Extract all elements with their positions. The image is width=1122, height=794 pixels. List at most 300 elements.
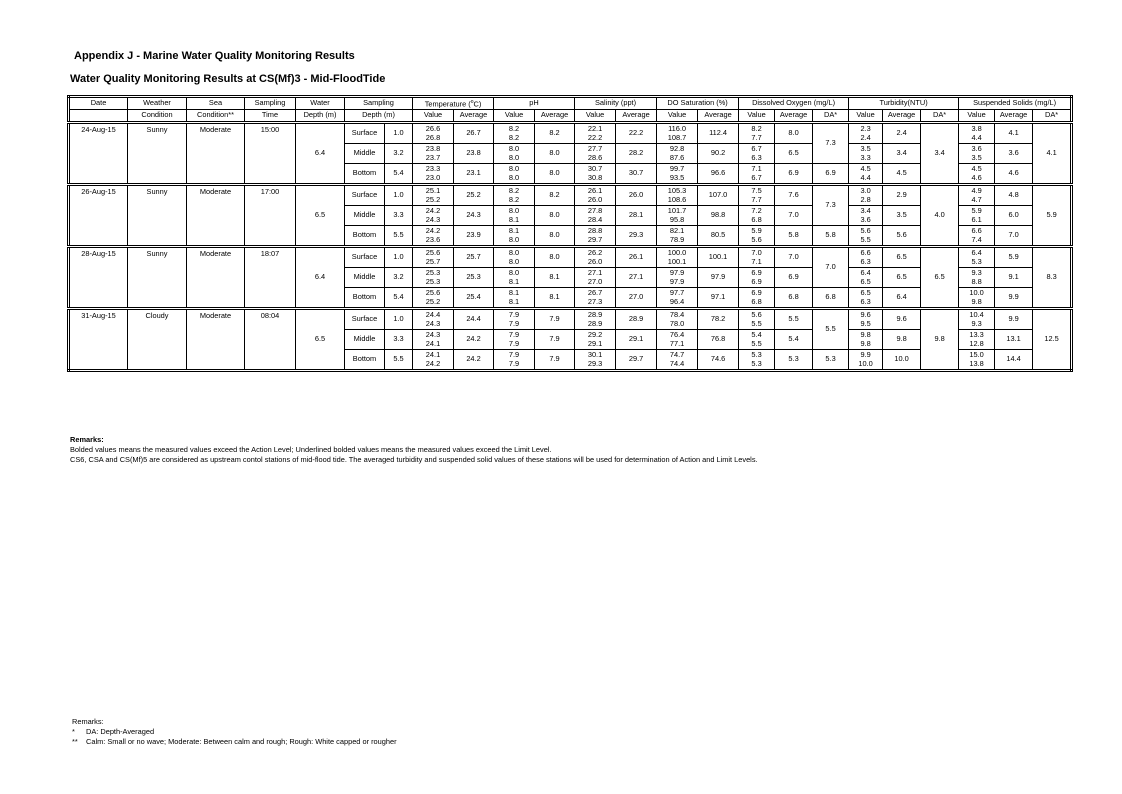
sampling-time-cell: 18:07 [245, 247, 296, 309]
turbidity-average: 9.6 [883, 309, 921, 330]
suspended-solids-average: 13.1 [995, 330, 1033, 350]
subheader-water-depth: Depth (m) [296, 110, 345, 123]
header-ph: pH [494, 97, 575, 110]
ph-value-reading: 8.0 [508, 248, 520, 258]
salinity-value-reading: 30.7 [587, 164, 603, 174]
temp-value-reading: 23.7 [425, 152, 441, 162]
subheader-sea: Condition** [187, 110, 245, 123]
suspended-solids-average: 4.8 [995, 185, 1033, 206]
turbidity-da: 3.4 [921, 123, 959, 185]
temp-average: 24.3 [454, 206, 494, 226]
dissolved-oxygen-value [739, 206, 775, 226]
temp-value [413, 206, 454, 226]
salinity-value [575, 247, 616, 268]
station-title: Water Quality Monitoring Results at CS(Mf)3 - Mid-FloodTide [70, 73, 386, 85]
do-saturation-value [657, 144, 698, 164]
dissolved-oxygen-average: 8.0 [775, 123, 813, 144]
temp-average: 23.1 [454, 164, 494, 185]
dissolved-oxygen-average: 6.9 [775, 268, 813, 288]
temp-average: 24.4 [454, 309, 494, 330]
depth-cell: 1.0 [385, 247, 413, 268]
turbidity-value [849, 247, 883, 268]
temp-average: 23.8 [454, 144, 494, 164]
dissolved-oxygen-value-reading: 6.8 [751, 214, 762, 224]
turbidity-average: 3.5 [883, 206, 921, 226]
dissolved-oxygen-value [739, 185, 775, 206]
do-saturation-value-reading: 97.9 [669, 268, 685, 278]
temp-value-reading: 25.3 [425, 276, 441, 286]
turbidity-value-reading: 2.8 [860, 194, 871, 204]
subheader-time: Time [245, 110, 296, 123]
dissolved-oxygen-average: 5.4 [775, 330, 813, 350]
temp-value [413, 350, 454, 371]
water-quality-table [67, 95, 1073, 372]
water-depth-cell: 6.4 [296, 123, 345, 185]
date-group [69, 185, 1072, 247]
temp-value-reading: 24.2 [425, 206, 441, 216]
do-saturation-average: 80.5 [698, 226, 739, 247]
temp-average: 24.2 [454, 350, 494, 371]
suspended-solids-value-reading: 3.8 [971, 124, 982, 134]
turbidity-average: 9.8 [883, 330, 921, 350]
do-saturation-value-reading: 97.7 [669, 288, 685, 298]
suspended-solids-value [959, 185, 995, 206]
table-row [69, 247, 1072, 268]
turbidity-value-reading: 10.0 [858, 358, 873, 368]
suspended-solids-value-reading: 4.4 [971, 132, 982, 142]
subheader-turb-da: DA* [921, 110, 959, 123]
temp-value-reading: 23.6 [425, 234, 441, 244]
level-cell: Bottom [345, 164, 385, 185]
dissolved-oxygen-value-reading: 7.2 [751, 206, 762, 216]
footnotes-block [72, 717, 397, 746]
subheader-ss-average: Average [995, 110, 1033, 123]
ph-average: 8.2 [535, 185, 575, 206]
turbidity-value [849, 144, 883, 164]
ph-average: 8.0 [535, 226, 575, 247]
do-saturation-value-reading: 78.4 [669, 310, 685, 320]
salinity-value-reading: 26.1 [587, 186, 603, 196]
ph-value-reading: 8.0 [508, 234, 520, 244]
ph-value-reading: 8.1 [508, 276, 520, 286]
turbidity-value [849, 350, 883, 371]
salinity-average: 28.2 [616, 144, 657, 164]
temp-value-reading: 25.6 [425, 288, 441, 298]
turbidity-average: 2.9 [883, 185, 921, 206]
turbidity-value [849, 268, 883, 288]
sampling-time-cell: 08:04 [245, 309, 296, 371]
salinity-value-reading: 27.7 [587, 144, 603, 154]
appendix-title: Appendix J - Marine Water Quality Monitoring Results [74, 50, 355, 62]
header-dissolved-oxygen: Dissolved Oxygen (mg/L) [739, 97, 849, 110]
suspended-solids-value-reading: 4.9 [971, 186, 982, 196]
suspended-solids-value-reading: 5.9 [971, 206, 982, 216]
dissolved-oxygen-value [739, 123, 775, 144]
salinity-value-reading: 27.8 [587, 206, 603, 216]
dissolved-oxygen-average: 7.6 [775, 185, 813, 206]
dissolved-oxygen-average: 7.0 [775, 247, 813, 268]
ph-value-reading: 8.1 [508, 214, 520, 224]
dissolved-oxygen-value-reading: 6.3 [751, 152, 762, 162]
water-depth-cell: 6.4 [296, 247, 345, 309]
header-weather: Weather [128, 97, 187, 110]
turbidity-value-reading: 2.4 [860, 132, 871, 142]
dissolved-oxygen-average: 5.3 [775, 350, 813, 371]
dissolved-oxygen-average: 5.5 [775, 309, 813, 330]
dissolved-oxygen-value-reading: 6.7 [751, 144, 762, 154]
salinity-value-reading: 26.2 [587, 248, 603, 258]
temp-value-reading: 25.7 [425, 256, 441, 266]
do-saturation-value-reading: 116.0 [668, 124, 687, 134]
do-saturation-value-reading: 99.7 [669, 164, 685, 174]
turbidity-value-reading: 2.3 [860, 124, 871, 134]
suspended-solids-average: 7.0 [995, 226, 1033, 247]
temp-value [413, 268, 454, 288]
dissolved-oxygen-value [739, 164, 775, 185]
suspended-solids-average: 5.9 [995, 247, 1033, 268]
temp-value [413, 144, 454, 164]
dissolved-oxygen-bottom-da: 6.9 [813, 164, 849, 185]
ph-average: 7.9 [535, 330, 575, 350]
dissolved-oxygen-average: 6.5 [775, 144, 813, 164]
dissolved-oxygen-value-reading: 7.0 [751, 248, 762, 258]
sea-condition-cell: Moderate [187, 309, 245, 371]
level-cell: Middle [345, 206, 385, 226]
salinity-average: 27.1 [616, 268, 657, 288]
dissolved-oxygen-value-reading: 5.4 [751, 330, 762, 340]
suspended-solids-average: 9.9 [995, 288, 1033, 309]
header-turbidity: Turbidity(NTU) [849, 97, 959, 110]
suspended-solids-da: 8.3 [1033, 247, 1072, 309]
dissolved-oxygen-value-reading: 5.3 [751, 358, 762, 368]
temp-value [413, 226, 454, 247]
dissolved-oxygen-value [739, 268, 775, 288]
salinity-average: 29.3 [616, 226, 657, 247]
dissolved-oxygen-average: 7.0 [775, 206, 813, 226]
salinity-value-reading: 27.3 [587, 296, 603, 306]
suspended-solids-average: 4.6 [995, 164, 1033, 185]
temp-value-reading: 23.3 [425, 164, 441, 174]
turbidity-value-reading: 3.4 [860, 206, 871, 216]
header-suspended-solids: Suspended Solids (mg/L) [959, 97, 1072, 110]
suspended-solids-value [959, 350, 995, 371]
dissolved-oxygen-value-reading: 6.9 [751, 288, 762, 298]
table-row [69, 309, 1072, 330]
temp-value-reading: 24.3 [425, 318, 441, 328]
dissolved-oxygen-da: 7.3 [813, 185, 849, 226]
weather-cell: Sunny [128, 247, 187, 309]
salinity-value [575, 350, 616, 371]
ph-value-reading: 8.0 [508, 206, 520, 216]
subheader-weather: Condition [128, 110, 187, 123]
salinity-value-reading: 28.4 [587, 214, 603, 224]
ph-value-reading: 8.2 [508, 132, 520, 142]
do-saturation-average: 97.9 [698, 268, 739, 288]
temp-average: 25.4 [454, 288, 494, 309]
suspended-solids-value-reading: 9.8 [971, 296, 982, 306]
do-saturation-value-reading: 97.9 [669, 276, 685, 286]
ph-average: 8.1 [535, 268, 575, 288]
suspended-solids-value [959, 164, 995, 185]
dissolved-oxygen-bottom-da: 6.8 [813, 288, 849, 309]
salinity-average: 29.1 [616, 330, 657, 350]
depth-cell: 3.3 [385, 206, 413, 226]
ph-average: 8.1 [535, 288, 575, 309]
salinity-value-reading: 28.8 [587, 226, 603, 236]
ph-value-reading: 8.1 [508, 226, 520, 236]
temp-value-reading: 23.8 [425, 144, 441, 154]
ph-value-reading: 7.9 [508, 318, 520, 328]
header-date: Date [69, 97, 128, 110]
temp-average: 23.9 [454, 226, 494, 247]
turbidity-value-reading: 6.3 [860, 256, 871, 266]
depth-cell: 3.2 [385, 144, 413, 164]
turbidity-average: 4.5 [883, 164, 921, 185]
temp-average: 25.3 [454, 268, 494, 288]
salinity-value-reading: 29.3 [587, 358, 603, 368]
turbidity-value-reading: 9.5 [860, 318, 871, 328]
turbidity-value [849, 185, 883, 206]
salinity-value-reading: 28.9 [587, 310, 603, 320]
salinity-value-reading: 29.1 [587, 338, 603, 348]
ph-average: 7.9 [535, 350, 575, 371]
ph-value [494, 330, 535, 350]
date-group [69, 309, 1072, 371]
salinity-value-reading: 22.1 [587, 124, 603, 134]
do-saturation-value-reading: 108.7 [667, 132, 687, 142]
ph-value-reading: 8.2 [508, 186, 520, 196]
turbidity-value-reading: 4.4 [860, 172, 871, 182]
ph-value-reading: 7.9 [508, 358, 520, 368]
level-cell: Surface [345, 247, 385, 268]
salinity-value [575, 309, 616, 330]
suspended-solids-value-reading: 9.3 [971, 268, 982, 278]
dissolved-oxygen-value-reading: 6.9 [751, 276, 762, 286]
ph-average: 8.0 [535, 144, 575, 164]
suspended-solids-da: 5.9 [1033, 185, 1072, 247]
depth-cell: 1.0 [385, 123, 413, 144]
level-cell: Surface [345, 123, 385, 144]
level-cell: Bottom [345, 350, 385, 371]
salinity-average: 26.1 [616, 247, 657, 268]
depth-cell: 5.4 [385, 288, 413, 309]
subheader-dos-value: Value [657, 110, 698, 123]
dissolved-oxygen-value-reading: 7.7 [751, 132, 762, 142]
ph-value-reading: 8.1 [508, 288, 520, 298]
turbidity-value-reading: 6.6 [860, 248, 871, 258]
water-depth-cell: 6.5 [296, 309, 345, 371]
sea-condition-cell: Moderate [187, 123, 245, 185]
turbidity-value [849, 123, 883, 144]
turbidity-value-reading: 3.3 [860, 152, 871, 162]
dissolved-oxygen-value [739, 330, 775, 350]
turbidity-value-reading: 9.8 [860, 330, 871, 340]
salinity-average: 27.0 [616, 288, 657, 309]
salinity-value [575, 206, 616, 226]
sea-condition-cell: Moderate [187, 185, 245, 247]
ph-value [494, 350, 535, 371]
turbidity-average: 5.6 [883, 226, 921, 247]
header-sea: Sea [187, 97, 245, 110]
subheader-sal-value: Value [575, 110, 616, 123]
turbidity-value-reading: 6.5 [860, 288, 871, 298]
level-cell: Bottom [345, 226, 385, 247]
temp-value-reading: 25.2 [425, 194, 441, 204]
do-saturation-average: 78.2 [698, 309, 739, 330]
do-saturation-value-reading: 96.4 [669, 296, 685, 306]
subheader-temp-average: Average [454, 110, 494, 123]
do-saturation-value [657, 164, 698, 185]
do-saturation-average: 98.8 [698, 206, 739, 226]
turbidity-value [849, 206, 883, 226]
temp-value-reading: 24.4 [425, 310, 441, 320]
do-saturation-value-reading: 95.8 [669, 214, 685, 224]
ph-value [494, 309, 535, 330]
do-saturation-value-reading: 92.8 [669, 144, 685, 154]
salinity-average: 26.0 [616, 185, 657, 206]
turbidity-average: 2.4 [883, 123, 921, 144]
dissolved-oxygen-average: 6.8 [775, 288, 813, 309]
temp-value-reading: 24.1 [425, 338, 441, 348]
do-saturation-value-reading: 100.1 [667, 256, 687, 266]
turbidity-average: 6.5 [883, 247, 921, 268]
salinity-value-reading: 26.0 [587, 194, 603, 204]
do-saturation-value-reading: 105.3 [667, 186, 687, 196]
do-saturation-value [657, 185, 698, 206]
do-saturation-value-reading: 74.4 [669, 358, 685, 368]
ph-value [494, 123, 535, 144]
ph-value-reading: 8.0 [508, 152, 520, 162]
salinity-value [575, 144, 616, 164]
depth-cell: 3.3 [385, 330, 413, 350]
dissolved-oxygen-value-reading: 6.9 [751, 268, 762, 278]
subheader-do-da: DA* [813, 110, 849, 123]
water-depth-cell: 6.5 [296, 185, 345, 247]
temp-value-reading: 25.6 [425, 248, 441, 258]
do-saturation-value [657, 268, 698, 288]
temp-average: 26.7 [454, 123, 494, 144]
dissolved-oxygen-value-reading: 7.1 [751, 256, 762, 266]
dissolved-oxygen-value-reading: 5.5 [751, 318, 762, 328]
suspended-solids-value-reading: 13.8 [969, 358, 984, 368]
salinity-average: 28.1 [616, 206, 657, 226]
temp-value-reading: 24.3 [425, 330, 441, 340]
dissolved-oxygen-da: 7.3 [813, 123, 849, 164]
header-temperature: Temperature ($^o$C) [413, 97, 494, 110]
dissolved-oxygen-value-reading: 7.5 [751, 186, 762, 196]
dissolved-oxygen-bottom-da: 5.3 [813, 350, 849, 371]
ph-value-reading: 8.0 [508, 172, 520, 182]
depth-cell: 1.0 [385, 185, 413, 206]
suspended-solids-value [959, 206, 995, 226]
dissolved-oxygen-value-reading: 7.7 [751, 194, 762, 204]
salinity-average: 28.9 [616, 309, 657, 330]
salinity-value-reading: 28.6 [587, 152, 603, 162]
footnote-symbol: ** [72, 736, 78, 746]
turbidity-average: 6.4 [883, 288, 921, 309]
header-salinity: Salinity (ppt) [575, 97, 657, 110]
suspended-solids-value-reading: 12.8 [969, 338, 984, 348]
depth-cell: 5.5 [385, 226, 413, 247]
suspended-solids-value [959, 247, 995, 268]
turbidity-da: 9.8 [921, 309, 959, 371]
ph-value [494, 268, 535, 288]
do-saturation-value [657, 288, 698, 309]
ph-value [494, 144, 535, 164]
do-saturation-value-reading: 77.1 [669, 338, 685, 348]
depth-cell: 1.0 [385, 309, 413, 330]
temp-value-reading: 24.1 [425, 350, 441, 360]
do-saturation-value-reading: 101.7 [667, 206, 687, 216]
suspended-solids-value-reading: 10.4 [969, 310, 984, 320]
salinity-value-reading: 27.0 [587, 276, 603, 286]
ph-value-reading: 7.9 [508, 350, 520, 360]
sampling-time-cell: 15:00 [245, 123, 296, 185]
suspended-solids-average: 6.0 [995, 206, 1033, 226]
subheader-temp-value: Value [413, 110, 454, 123]
salinity-value-reading: 29.7 [587, 234, 603, 244]
ph-value-reading: 7.9 [508, 338, 520, 348]
table-row [69, 123, 1072, 144]
subheader-date [69, 110, 128, 123]
suspended-solids-value-reading: 9.3 [971, 318, 982, 328]
remarks-title: Remarks: [70, 435, 104, 444]
dissolved-oxygen-value-reading: 5.3 [751, 350, 762, 360]
turbidity-da: 4.0 [921, 185, 959, 247]
ph-value-reading: 8.2 [508, 124, 520, 134]
suspended-solids-value [959, 144, 995, 164]
do-saturation-value-reading: 108.6 [667, 194, 687, 204]
header-row-1 [69, 97, 1072, 110]
salinity-value [575, 268, 616, 288]
ph-average: 8.2 [535, 123, 575, 144]
do-saturation-value-reading: 74.7 [669, 350, 685, 360]
temp-value [413, 123, 454, 144]
date-cell: 28-Aug-15 [69, 247, 128, 309]
footnote-da [72, 727, 397, 737]
suspended-solids-value-reading: 3.6 [971, 144, 982, 154]
temp-value-reading: 24.2 [425, 358, 441, 368]
suspended-solids-value [959, 123, 995, 144]
suspended-solids-da: 4.1 [1033, 123, 1072, 185]
salinity-value [575, 185, 616, 206]
date-cell: 26-Aug-15 [69, 185, 128, 247]
turbidity-value-reading: 6.3 [860, 296, 871, 306]
footnotes-title: Remarks: [72, 717, 104, 726]
subheader-turb-value: Value [849, 110, 883, 123]
do-saturation-average: 107.0 [698, 185, 739, 206]
salinity-average: 29.7 [616, 350, 657, 371]
ph-value-reading: 8.0 [508, 268, 520, 278]
dissolved-oxygen-value-reading: 5.9 [751, 226, 762, 236]
temp-value [413, 330, 454, 350]
header-sampling-depth: Sampling [345, 97, 413, 110]
do-saturation-value-reading: 78.9 [669, 234, 685, 244]
turbidity-da: 6.5 [921, 247, 959, 309]
dissolved-oxygen-value [739, 226, 775, 247]
suspended-solids-value [959, 330, 995, 350]
level-cell: Middle [345, 330, 385, 350]
level-cell: Middle [345, 144, 385, 164]
turbidity-value-reading: 5.5 [860, 234, 871, 244]
date-cell: 31-Aug-15 [69, 309, 128, 371]
turbidity-average: 10.0 [883, 350, 921, 371]
subheader-do-value: Value [739, 110, 775, 123]
remarks-line-bold: Bolded values means the measured values exceed the Action Level; Underlined bolded values means the measured values exceed the Limit Level. [70, 444, 552, 454]
do-saturation-average: 90.2 [698, 144, 739, 164]
salinity-value-reading: 28.9 [587, 318, 603, 328]
weather-cell: Sunny [128, 185, 187, 247]
